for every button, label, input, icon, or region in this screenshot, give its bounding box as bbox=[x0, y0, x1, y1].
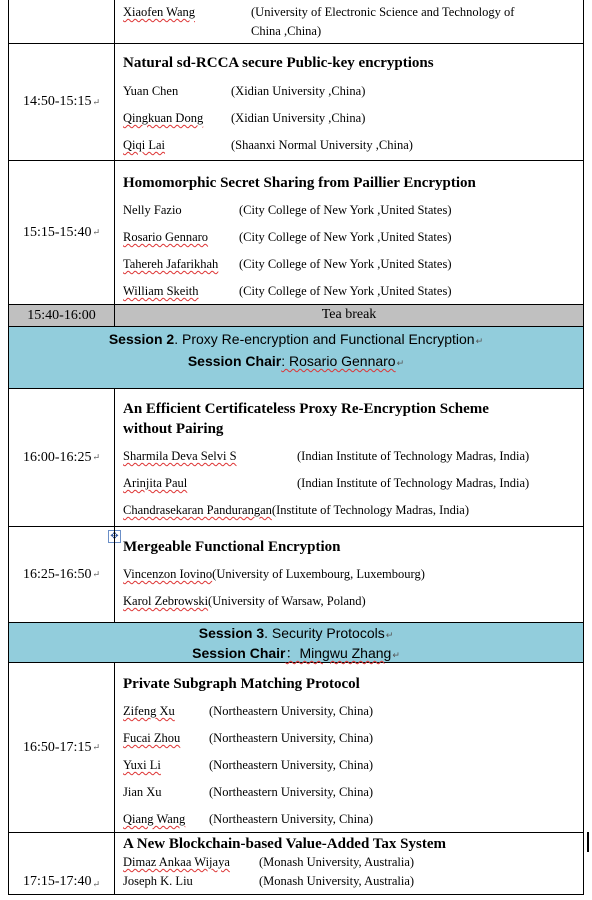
author-name: William Skeith bbox=[123, 284, 199, 298]
table-row bbox=[8, 663, 584, 833]
author-list bbox=[123, 561, 583, 615]
author-affiliation: (Indian Institute of Technology Madras, India) bbox=[297, 449, 530, 463]
time-cell bbox=[9, 305, 115, 326]
session-topic: . Proxy Re-encryption and Functional Encryption bbox=[174, 331, 475, 347]
author-line bbox=[123, 78, 583, 105]
table-row bbox=[8, 161, 584, 305]
session-header bbox=[8, 327, 584, 389]
author-affiliation: (Northeastern University, China) bbox=[209, 812, 374, 826]
session-number: Session 3 bbox=[198, 625, 265, 641]
author-line bbox=[123, 278, 583, 305]
paper-title: Private Subgraph Matching Protocol bbox=[123, 676, 360, 692]
author-name: Vincenzon Iovino bbox=[123, 567, 213, 581]
table-row bbox=[8, 389, 584, 527]
author-line bbox=[123, 2, 583, 22]
author-line bbox=[123, 470, 583, 497]
author-line bbox=[123, 725, 583, 752]
author-line bbox=[123, 197, 583, 224]
time-cell: 15:15-15:40 ↵ bbox=[9, 161, 115, 304]
author-name: Qiang Wang bbox=[123, 812, 186, 826]
author-affiliation: (Northeastern University, China) bbox=[209, 785, 374, 799]
session-header bbox=[8, 623, 584, 663]
row-body bbox=[115, 833, 583, 894]
text-cursor bbox=[587, 832, 589, 852]
time-label: 15:15-15:40 bbox=[23, 224, 92, 240]
table-row bbox=[8, 833, 584, 895]
author-affiliation: (University of Warsaw, Poland) bbox=[208, 594, 366, 608]
author-affiliation: (Monash University, Australia) bbox=[259, 855, 415, 869]
session-chair: Session Chair: Rosario Gennaro↵ bbox=[187, 353, 405, 369]
author-name: Tahereh Jafarikhah bbox=[123, 257, 219, 271]
row-body bbox=[115, 161, 583, 304]
row-body bbox=[115, 44, 583, 160]
author-line bbox=[123, 251, 583, 278]
author-name: Yuan Chen bbox=[123, 84, 179, 98]
author-name: Chandrasekaran Pandurangan bbox=[123, 503, 272, 517]
author-line bbox=[123, 698, 583, 725]
time-label: 15:40-16:00 bbox=[27, 307, 96, 323]
author-line bbox=[123, 853, 583, 872]
time-cell bbox=[9, 0, 115, 43]
author-name: Xiaofen Wang bbox=[123, 5, 196, 19]
author-name: Zifeng Xu bbox=[123, 704, 175, 718]
author-line bbox=[123, 443, 583, 470]
session-chair-name: ：Mingwu Zhang bbox=[285, 645, 392, 661]
paper-title: Natural sd-RCCA secure Public-key encryptions bbox=[123, 55, 434, 71]
author-affiliation: China ,China) bbox=[251, 24, 322, 38]
session-chair: Session Chair：Mingwu Zhang↵ bbox=[192, 645, 400, 661]
row-body bbox=[115, 527, 583, 622]
table-row bbox=[8, 527, 584, 623]
time-cell: 16:50-17:15 ↵ bbox=[9, 663, 115, 832]
author-name: Karol Zebrowski bbox=[123, 594, 209, 608]
session-chair-name: : Rosario Gennaro bbox=[281, 353, 396, 369]
table-row bbox=[8, 44, 584, 161]
row-body bbox=[115, 389, 583, 526]
time-cell: 16:00-16:25 ↵ bbox=[9, 389, 115, 526]
author-name: Dimaz Ankaa Wijaya bbox=[123, 855, 230, 869]
paper-title-cont: without Pairing bbox=[123, 421, 224, 437]
author-affiliation: (Xidian University ,China) bbox=[231, 111, 366, 125]
author-line bbox=[123, 497, 583, 524]
author-list bbox=[123, 443, 583, 524]
author-affiliation: (City College of New York ,United States) bbox=[239, 230, 452, 244]
table-row bbox=[8, 0, 584, 44]
author-line bbox=[123, 561, 583, 588]
paper-title: Homomorphic Secret Sharing from Paillier Encryption bbox=[123, 175, 476, 191]
time-label: 16:00-16:25 bbox=[23, 449, 92, 465]
author-list bbox=[123, 698, 583, 833]
row-body bbox=[115, 305, 583, 326]
author-line bbox=[123, 752, 583, 779]
time-label: 16:50-17:15 bbox=[23, 739, 92, 755]
author-affiliation: (Northeastern University, China) bbox=[209, 704, 374, 718]
author-name: Fucai Zhou bbox=[123, 731, 181, 745]
author-affiliation: (Institute of Technology Madras, India) bbox=[271, 503, 470, 517]
author-line bbox=[123, 779, 583, 806]
author-line bbox=[123, 224, 583, 251]
time-label: 17:15-17:40 bbox=[23, 874, 92, 889]
session-topic: . Security Protocols bbox=[264, 625, 385, 641]
author-affiliation: (City College of New York ,United States) bbox=[239, 203, 452, 217]
paper-title: A New Blockchain-based Value-Added Tax System bbox=[123, 836, 446, 852]
tea-break-label: Tea break bbox=[321, 307, 377, 322]
paper-title: Mergeable Functional Encryption bbox=[123, 539, 341, 555]
tea-break-row bbox=[8, 305, 584, 327]
author-affiliation: (Northeastern University, China) bbox=[209, 758, 374, 772]
author-affiliation: (Monash University, Australia) bbox=[259, 874, 415, 888]
author-affiliation: (Shaanxi Normal University ,China) bbox=[231, 138, 413, 152]
session-chair-label: Session Chair bbox=[187, 353, 282, 369]
author-name: Arinjita Paul bbox=[123, 476, 188, 490]
author-name: Qiqi Lai bbox=[123, 138, 166, 152]
session-title: Session 3. Security Protocols↵ bbox=[198, 625, 394, 641]
author-name: Yuxi Li bbox=[123, 758, 161, 772]
schedule-table bbox=[8, 0, 584, 895]
author-line bbox=[123, 872, 583, 891]
row-body bbox=[115, 0, 583, 43]
session-number: Session 2 bbox=[108, 331, 175, 347]
author-list bbox=[123, 78, 583, 159]
author-name: Joseph K. Liu bbox=[123, 874, 193, 888]
author-affiliation: (City College of New York ,United States) bbox=[239, 284, 452, 298]
author-affiliation: (Xidian University ,China) bbox=[231, 84, 366, 98]
table-move-handle-icon[interactable]: ✥ bbox=[108, 530, 121, 543]
author-name: Qingkuan Dong bbox=[123, 111, 204, 125]
author-affiliation: (City College of New York ,United States) bbox=[239, 257, 452, 271]
author-affiliation: (University of Luxembourg, Luxembourg) bbox=[212, 567, 425, 581]
author-name: Rosario Gennaro bbox=[123, 230, 209, 244]
author-name: Jian Xu bbox=[123, 785, 162, 799]
author-name: Sharmila Deva Selvi S bbox=[123, 449, 237, 463]
author-line bbox=[123, 105, 583, 132]
time-cell: 16:25-16:50 ↵ bbox=[9, 527, 115, 622]
author-list bbox=[123, 197, 583, 305]
time-cell: 14:50-15:15 ↵ bbox=[9, 44, 115, 160]
session-chair-label: Session Chair bbox=[192, 645, 286, 661]
time-label: 14:50-15:15 bbox=[23, 94, 92, 109]
paper-title: An Efficient Certificateless Proxy Re-Encryption Scheme bbox=[123, 401, 489, 417]
author-line bbox=[123, 588, 583, 615]
author-line bbox=[123, 806, 583, 833]
row-body bbox=[115, 663, 583, 832]
time-cell: 17:15-17:40 ↵ bbox=[9, 833, 115, 894]
author-affiliation: (Northeastern University, China) bbox=[209, 731, 374, 745]
author-affiliation: (Indian Institute of Technology Madras, India) bbox=[297, 476, 530, 490]
author-line bbox=[123, 132, 583, 159]
author-affiliation: (University of Electronic Science and Technology of bbox=[251, 5, 515, 19]
time-label: 16:25-16:50 bbox=[23, 566, 92, 582]
author-name: Nelly Fazio bbox=[123, 203, 182, 217]
session-title: Session 2. Proxy Re-encryption and Functional Encryption↵ bbox=[108, 331, 484, 347]
